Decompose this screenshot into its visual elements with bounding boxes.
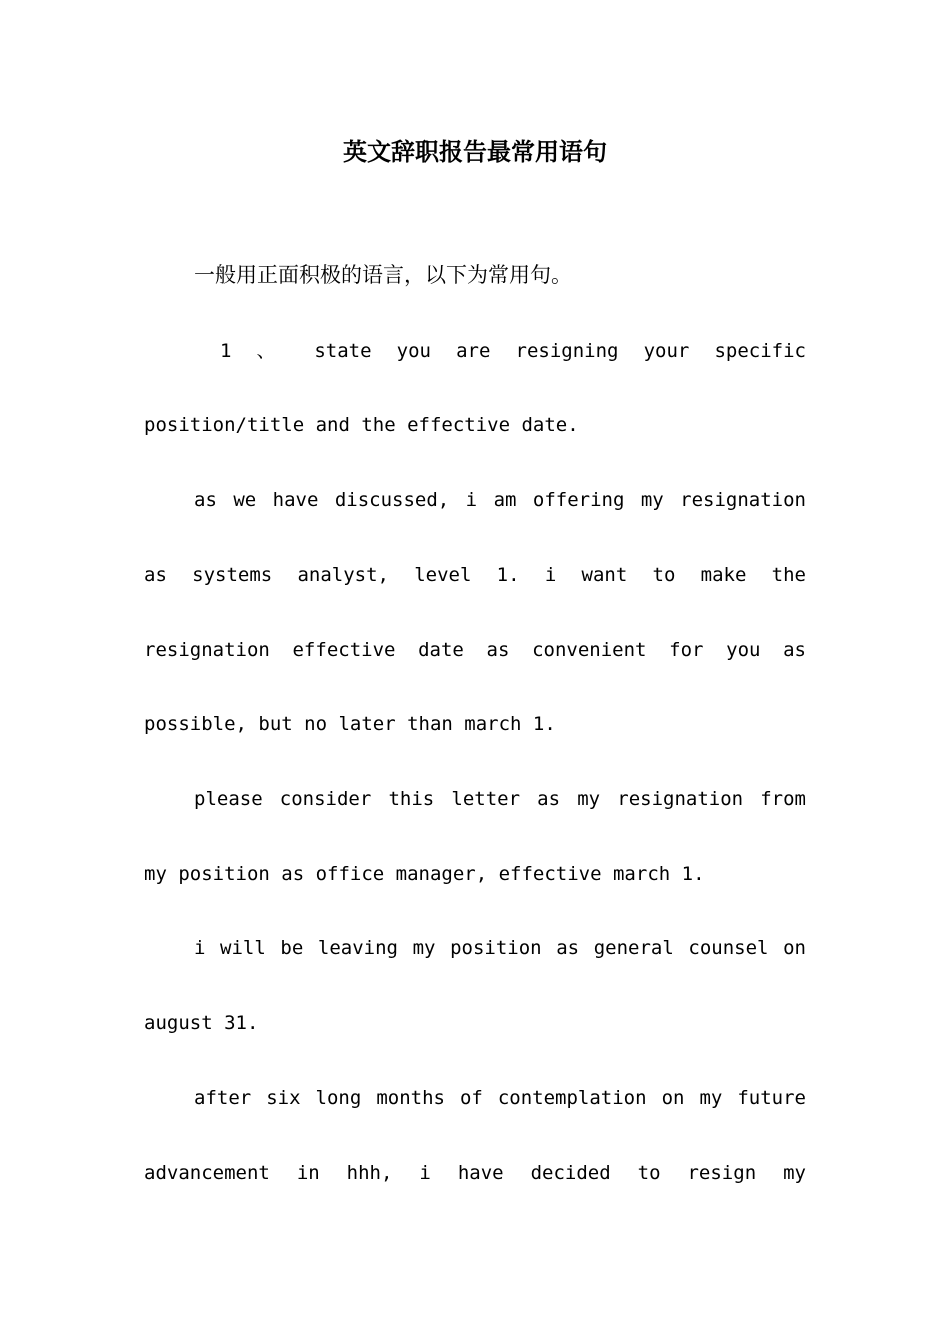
text-line: august 31. <box>144 1012 259 1034</box>
text-line: after six long months of contemplation on my future <box>194 1087 806 1109</box>
text-line: as systems analyst, level 1. i want to make the <box>144 564 806 586</box>
text-line: my position as office manager, effective march 1. <box>144 863 705 885</box>
text-line: possible, but no later than march 1. <box>144 713 556 735</box>
text-line: 1 、 state you are resigning your specific <box>220 340 806 362</box>
document-title: 英文辞职报告最常用语句 <box>343 137 607 166</box>
text-line: please consider this letter as my resignation from <box>194 788 806 810</box>
intro-line: 一般用正面积极的语言，以下为常用句。 <box>194 263 572 287</box>
text-line: resignation effective date as convenient for you as <box>144 639 806 661</box>
text-line: position/title and the effective date. <box>144 414 579 436</box>
text-line: i will be leaving my position as general counsel on <box>194 937 806 959</box>
text-line: as we have discussed, i am offering my resignation <box>194 489 806 511</box>
text-line: advancement in hhh, i have decided to resign my <box>144 1162 806 1184</box>
